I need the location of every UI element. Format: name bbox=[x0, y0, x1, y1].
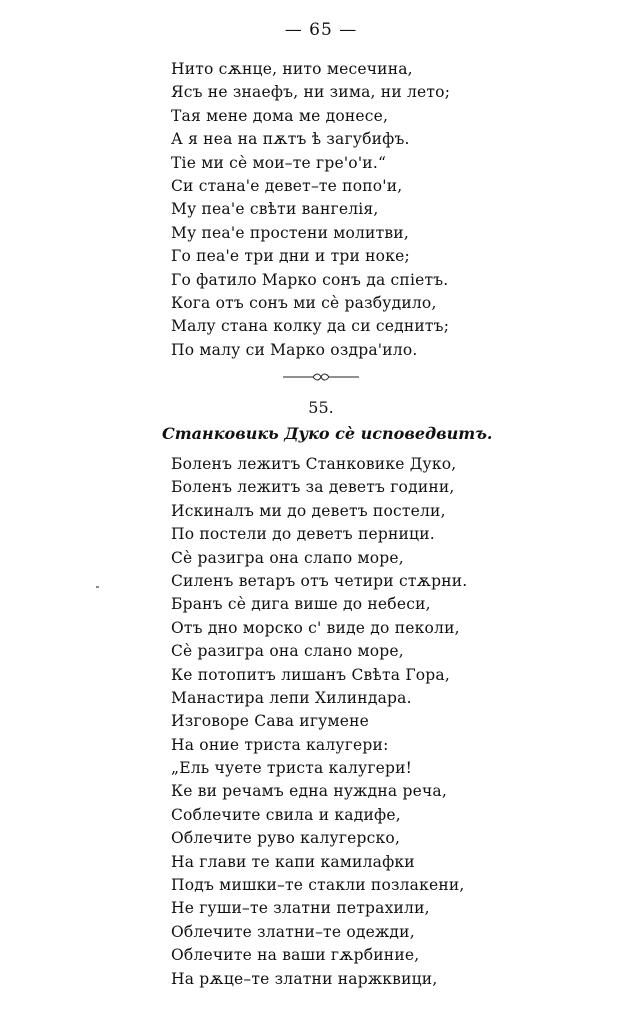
verse-line: Ке потопитъ лишанъ Свѣта Гора, bbox=[171, 665, 450, 684]
verse-line: На глави те капи камилафки bbox=[171, 852, 415, 871]
verse-line: Сѐ разигра она слапо море, bbox=[171, 548, 404, 567]
verse-line: Облечите на ваши гѫрбиние, bbox=[171, 946, 420, 965]
verse-line: На оние триста калугери: bbox=[171, 735, 389, 754]
section-separator bbox=[283, 370, 359, 384]
page-number: — 65 — bbox=[284, 20, 358, 40]
verse-line: Му пеа'е свѣти вангелія, bbox=[171, 200, 379, 219]
verse-line: Силенъ ветаръ отъ четири стѫрни. bbox=[171, 571, 468, 590]
verse-line: А я неа на пѫтъ ѣ загубифъ. bbox=[171, 130, 410, 149]
verse-line: Манастира лепи Хилиндара. bbox=[171, 688, 412, 707]
verse-line: По малу си Марко оздра'ило. bbox=[171, 340, 418, 359]
verse-line: Искиналъ ми до деветъ постели, bbox=[171, 501, 446, 520]
poem-number: 55. bbox=[308, 398, 334, 417]
poem-title: Станковикь Дуко сѐ исповедвитъ. bbox=[162, 424, 493, 443]
verse-line: Соблечите свила и кадифе, bbox=[171, 805, 401, 824]
verse-line: Му пеа'е простени молитви, bbox=[171, 223, 409, 242]
verse-line: Ясъ не знаефъ, ни зима, ни лето; bbox=[171, 83, 451, 102]
verse-line: Облечите руво калугерско, bbox=[171, 829, 401, 848]
verse-line: Ке ви речамъ една нуждна реча, bbox=[171, 782, 447, 801]
verse-line: Отъ дно морско с' виде до пеколи, bbox=[171, 618, 460, 637]
verse-line: Го фатило Марко сонъ да спіетъ. bbox=[171, 270, 449, 289]
verse-line: Сѐ разигра она слано море, bbox=[171, 642, 404, 661]
verse-line: Подъ мишки–те стакли позлакени, bbox=[171, 876, 465, 895]
verse-line: Изговоре Сава игумене bbox=[171, 712, 370, 731]
verse-line: Нито сѫнце, нито месечина, bbox=[171, 60, 413, 78]
paper-speck bbox=[96, 586, 99, 588]
verse-line: Боленъ лежитъ Станковике Дуко, bbox=[171, 455, 457, 473]
verse-line: Кога отъ сонъ ми сѐ разбудило, bbox=[171, 293, 437, 312]
verse-line: Боленъ лежитъ за деветъ години, bbox=[171, 478, 455, 497]
verse-line: „Ель чуете триста калугери! bbox=[171, 759, 413, 778]
verse-line: Облечите златни–те одежди, bbox=[171, 922, 415, 941]
verse-line: Го пеа'е три дни и три ноке; bbox=[171, 247, 410, 266]
verse-line: Малу стана колку да си седнитъ; bbox=[171, 317, 450, 336]
poem-continued-verses bbox=[171, 58, 450, 362]
verse-line: Тіе ми сѐ мои–те гре'о'и.“ bbox=[171, 153, 387, 172]
verse-line: На рѫце–те златни наржквици, bbox=[171, 969, 438, 988]
verse-line: Не гуши–те златни петрахили, bbox=[171, 899, 430, 918]
poem-verses bbox=[171, 453, 467, 991]
verse-line: Тая мене дома ме донесе, bbox=[171, 106, 389, 125]
verse-line: Си стана'е девет–те попо'и, bbox=[171, 176, 403, 195]
verse-line: Бранъ сѐ дига више до небеси, bbox=[171, 595, 431, 614]
verse-line: По постели до деветъ перници. bbox=[171, 525, 435, 544]
